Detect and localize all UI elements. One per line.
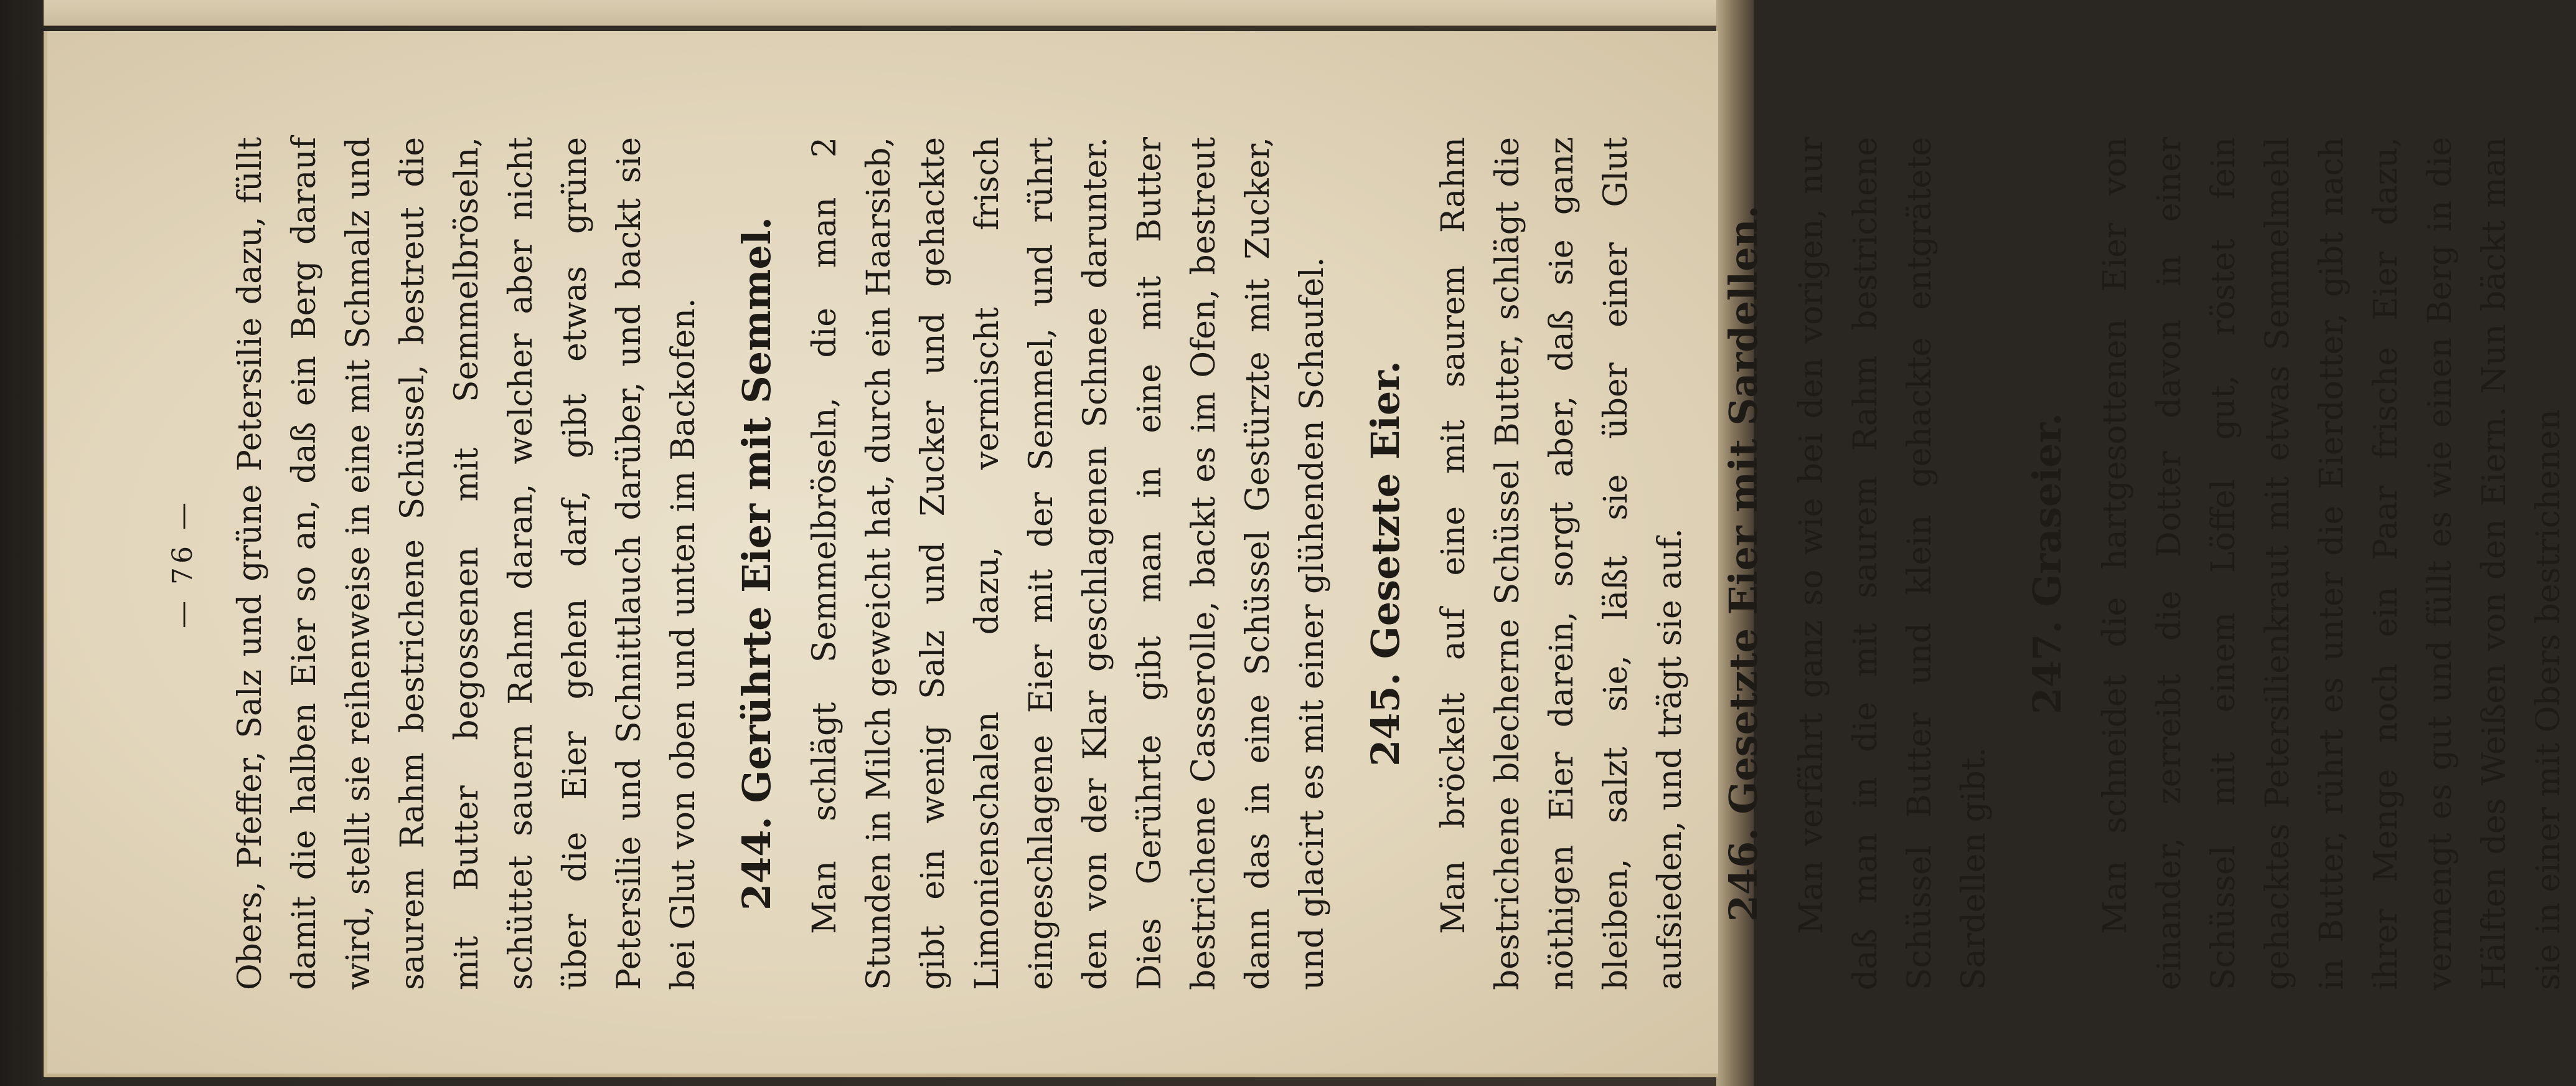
next-page-edge (44, 0, 1718, 26)
section-244-body: Man schlägt Semmelbröseln, die man 2 Stunden in Milch geweicht hat, durch ein Haarsieb, gibt ein wenig Salz und Zucker und gehackte Limonienschalen dazu, vermischt frisch eingeschlagene Eier mit der Semmel, und rührt den von der Klar geschlagenen Schnee darunter. Dies Gerührte gibt man in eine mit Butter bestrichene Casserolle, backt es im Ofen, bestreut dann das in eine Schüssel Gestürzte mit Zucker, und glacirt es mit einer glühenden Schaufel. (806, 137, 1331, 990)
section-245-title: 245. Gesetzte Eier. (1363, 361, 1408, 767)
section-246-title: 246. Gesetzte Eier mit Sardellen. (1721, 205, 1766, 922)
page-number: — 76 — (167, 499, 199, 628)
book-page (44, 31, 2567, 1077)
section-244-title: 244. Gerührte Eier mit Semmel. (734, 216, 779, 911)
continuation-paragraph: Obers, Pfeffer, Salz und grüne Petersilie dazu, füllt damit die halben Eier so an, daß ein Berg darauf wird, stellt sie reihenweise in eine mit Schmalz und saurem Rahm bestrichene Schüssel, bestreut die mit Butter begossenen mit Semmelbröseln, schüttet sauern Rahm daran, welcher aber nicht über die Eier gehen darf, gibt etwas grüne Petersilie und Schnittlauch darüber, und backt sie bei Glut von oben und unten im Backofen. (232, 137, 702, 990)
section-246-body: Man verfährt ganz so wie bei den vorigen, nur daß man in die mit saurem Rahm bestrichene Schüssel Butter und klein gehackte entgrätete Sardellen gibt. (1793, 137, 1993, 990)
page-text-block (167, 137, 2567, 990)
section-245-body: Man bröckelt auf eine mit saurem Rahm bestrichene blecherne Schüssel Butter, schlägt die nöthigen Eier darein, sorgt aber, daß sie ganz bleiben, salzt sie, läßt sie über einer Glut aufsieden, und trägt sie auf. (1435, 137, 1689, 990)
section-247-body: Man schneidet die hartgesottenen Eier von einander, zerreibt die Dotter davon in einer Schüssel mit einem Löffel gut, röstet fein gehacktes Petersilienkraut mit etwas Semmelmehl in Butter, rührt es unter die Eierdotter, gibt nach ihrer Menge noch ein Paar frische Eier dazu, vermengt es gut und füllt es wie einen Berg in die Hälften des Weißen von den Eiern. Nun bäckt man sie in einer mit Obers bestrichenen (2097, 137, 2567, 990)
section-247-title: 247. Graseier. (2024, 412, 2070, 715)
